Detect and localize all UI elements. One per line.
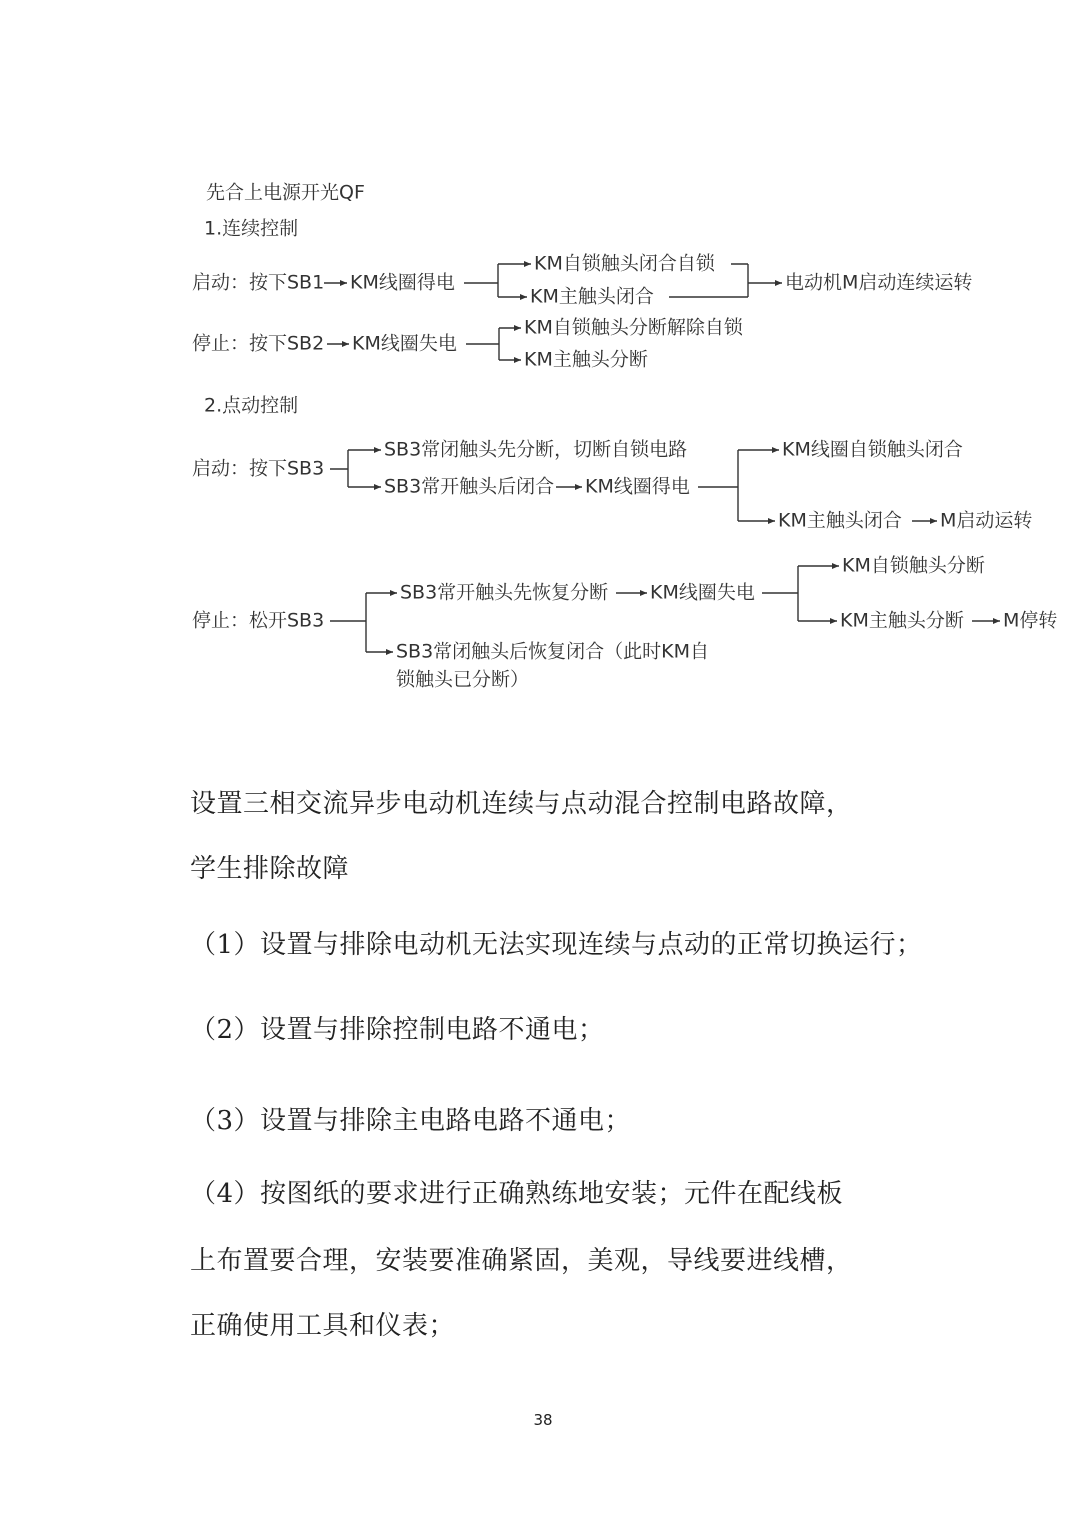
section1-title: 1.连续控制 — [204, 217, 299, 240]
s2-stop-branch2: KM主触头分断 — [840, 609, 964, 632]
list-item-4-line3: 正确使用工具和仪表； — [190, 1311, 456, 1341]
body-line-2: 学生排除故障 — [190, 854, 350, 884]
list-item-4-line2: 上布置要合理，安装要准确紧固，美观，导线要进线槽， — [190, 1246, 853, 1276]
s1-start-branch2: KM主触头闭合 — [530, 285, 654, 308]
s2-start-step1: SB3常闭触头先分断，切断自锁电路 — [384, 438, 688, 461]
list-item-1: （1）设置与排除电动机无法实现连续与点动的正常切换运行； — [190, 930, 923, 960]
list-item-2: （2）设置与排除控制电路不通电； — [190, 1015, 605, 1045]
s2-stop-step1: SB3常开触头先恢复分断 — [400, 581, 609, 604]
diagram-heading: 先合上电源开光QF — [206, 181, 365, 204]
section2-title: 2.点动控制 — [204, 394, 299, 417]
control-flow-diagram — [0, 0, 1086, 720]
s2-start-node: KM线圈得电 — [585, 475, 690, 498]
s2-start-result: M启动运转 — [940, 509, 1033, 532]
s1-stop-branch2: KM主触头分断 — [524, 348, 648, 371]
s1-start-result: 电动机M启动连续运转 — [785, 271, 973, 294]
list-item-4-line1: （4）按图纸的要求进行正确熟练地安装；元件在配线板 — [190, 1179, 844, 1209]
s1-stop-branch1: KM自锁触头分断解除自锁 — [524, 316, 743, 339]
s2-start-step2: SB3常开触头后闭合 — [384, 475, 555, 498]
s2-start-branch2: KM主触头闭合 — [778, 509, 902, 532]
body-line-1: 设置三相交流异步电动机连续与点动混合控制电路故障， — [190, 789, 853, 819]
s1-start-node: KM线圈得电 — [350, 271, 455, 294]
s2-stop-result: M停转 — [1003, 609, 1058, 632]
s2-start-branch1: KM线圈自锁触头闭合 — [782, 438, 963, 461]
s2-stop-step2-line2: 锁触头已分断） — [396, 668, 530, 691]
list-item-3: （3）设置与排除主电路电路不通电； — [190, 1106, 632, 1136]
s2-stop-node: KM线圈失电 — [650, 581, 755, 604]
s2-stop-step2-line1: SB3常闭触头后恢复闭合（此时KM自 — [396, 640, 710, 663]
s1-start-label: 启动：按下SB1 — [192, 271, 325, 294]
s1-stop-label: 停止：按下SB2 — [192, 332, 325, 355]
page-number: 38 — [533, 1411, 553, 1429]
s2-stop-branch1: KM自锁触头分断 — [842, 554, 985, 577]
s1-start-branch1: KM自锁触头闭合自锁 — [534, 252, 715, 275]
s1-stop-node: KM线圈失电 — [352, 332, 457, 355]
s2-start-label: 启动：按下SB3 — [192, 457, 325, 480]
s2-stop-label: 停止：松开SB3 — [192, 609, 325, 632]
